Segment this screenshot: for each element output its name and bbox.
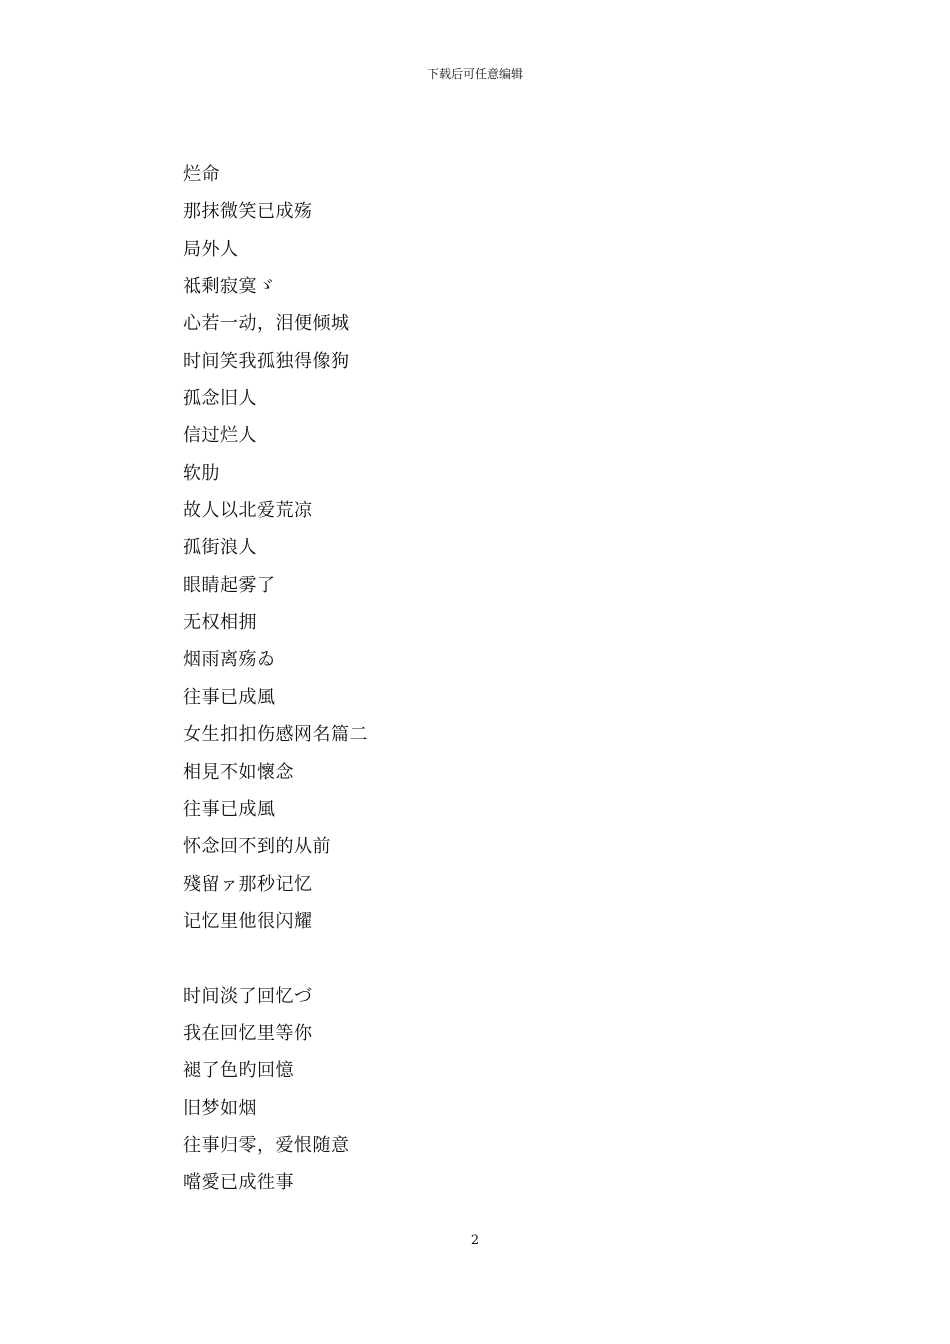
text-line: 我在回忆里等你 [183,1022,313,1044]
text-line: 心若一动，泪便倾城 [183,313,350,335]
text-line: 殘留ァ那秒记忆 [183,873,313,895]
text-line: 孤念旧人 [183,388,257,410]
text-line: 怀念回不到的从前 [183,836,331,858]
text-line: 往事归零，爱恨随意 [183,1134,350,1156]
text-line: 噹愛已成徃事 [183,1172,294,1194]
text-line: 那抹微笑已成殇 [183,201,313,223]
text-line: 记忆里他很闪耀 [183,910,313,932]
text-line: 软肋 [183,462,220,484]
page-number: 2 [470,1233,480,1248]
text-line: 时间淡了回忆づ [183,985,313,1007]
text-line: 相見不如懷念 [183,761,294,783]
blank-line [183,945,783,982]
text-line: 时间笑我孤独得像狗 [183,350,350,372]
section-heading: 女生扣扣伤感网名篇二 [183,724,368,746]
text-line: 信过烂人 [183,425,257,447]
text-line: 无权相拥 [183,612,257,634]
page-header: 下载后可任意编辑 [426,67,523,81]
text-line: 故人以北爱荒凉 [183,500,313,522]
text-lines [183,161,783,1207]
text-line: 烟雨离殇ゐ [183,649,276,671]
text-line: 往事已成風 [183,798,276,820]
text-line: 褪了色旳回憶 [183,1060,294,1082]
text-line: 祗剩寂寞ゞ [183,276,276,298]
text-line: 往事已成風 [183,686,276,708]
text-line: 旧梦如烟 [183,1097,257,1119]
text-line: 眼睛起雾了 [183,574,276,596]
text-line: 烂命 [183,164,220,185]
text-line: 局外人 [183,238,239,260]
text-line: 孤街浪人 [183,537,257,559]
